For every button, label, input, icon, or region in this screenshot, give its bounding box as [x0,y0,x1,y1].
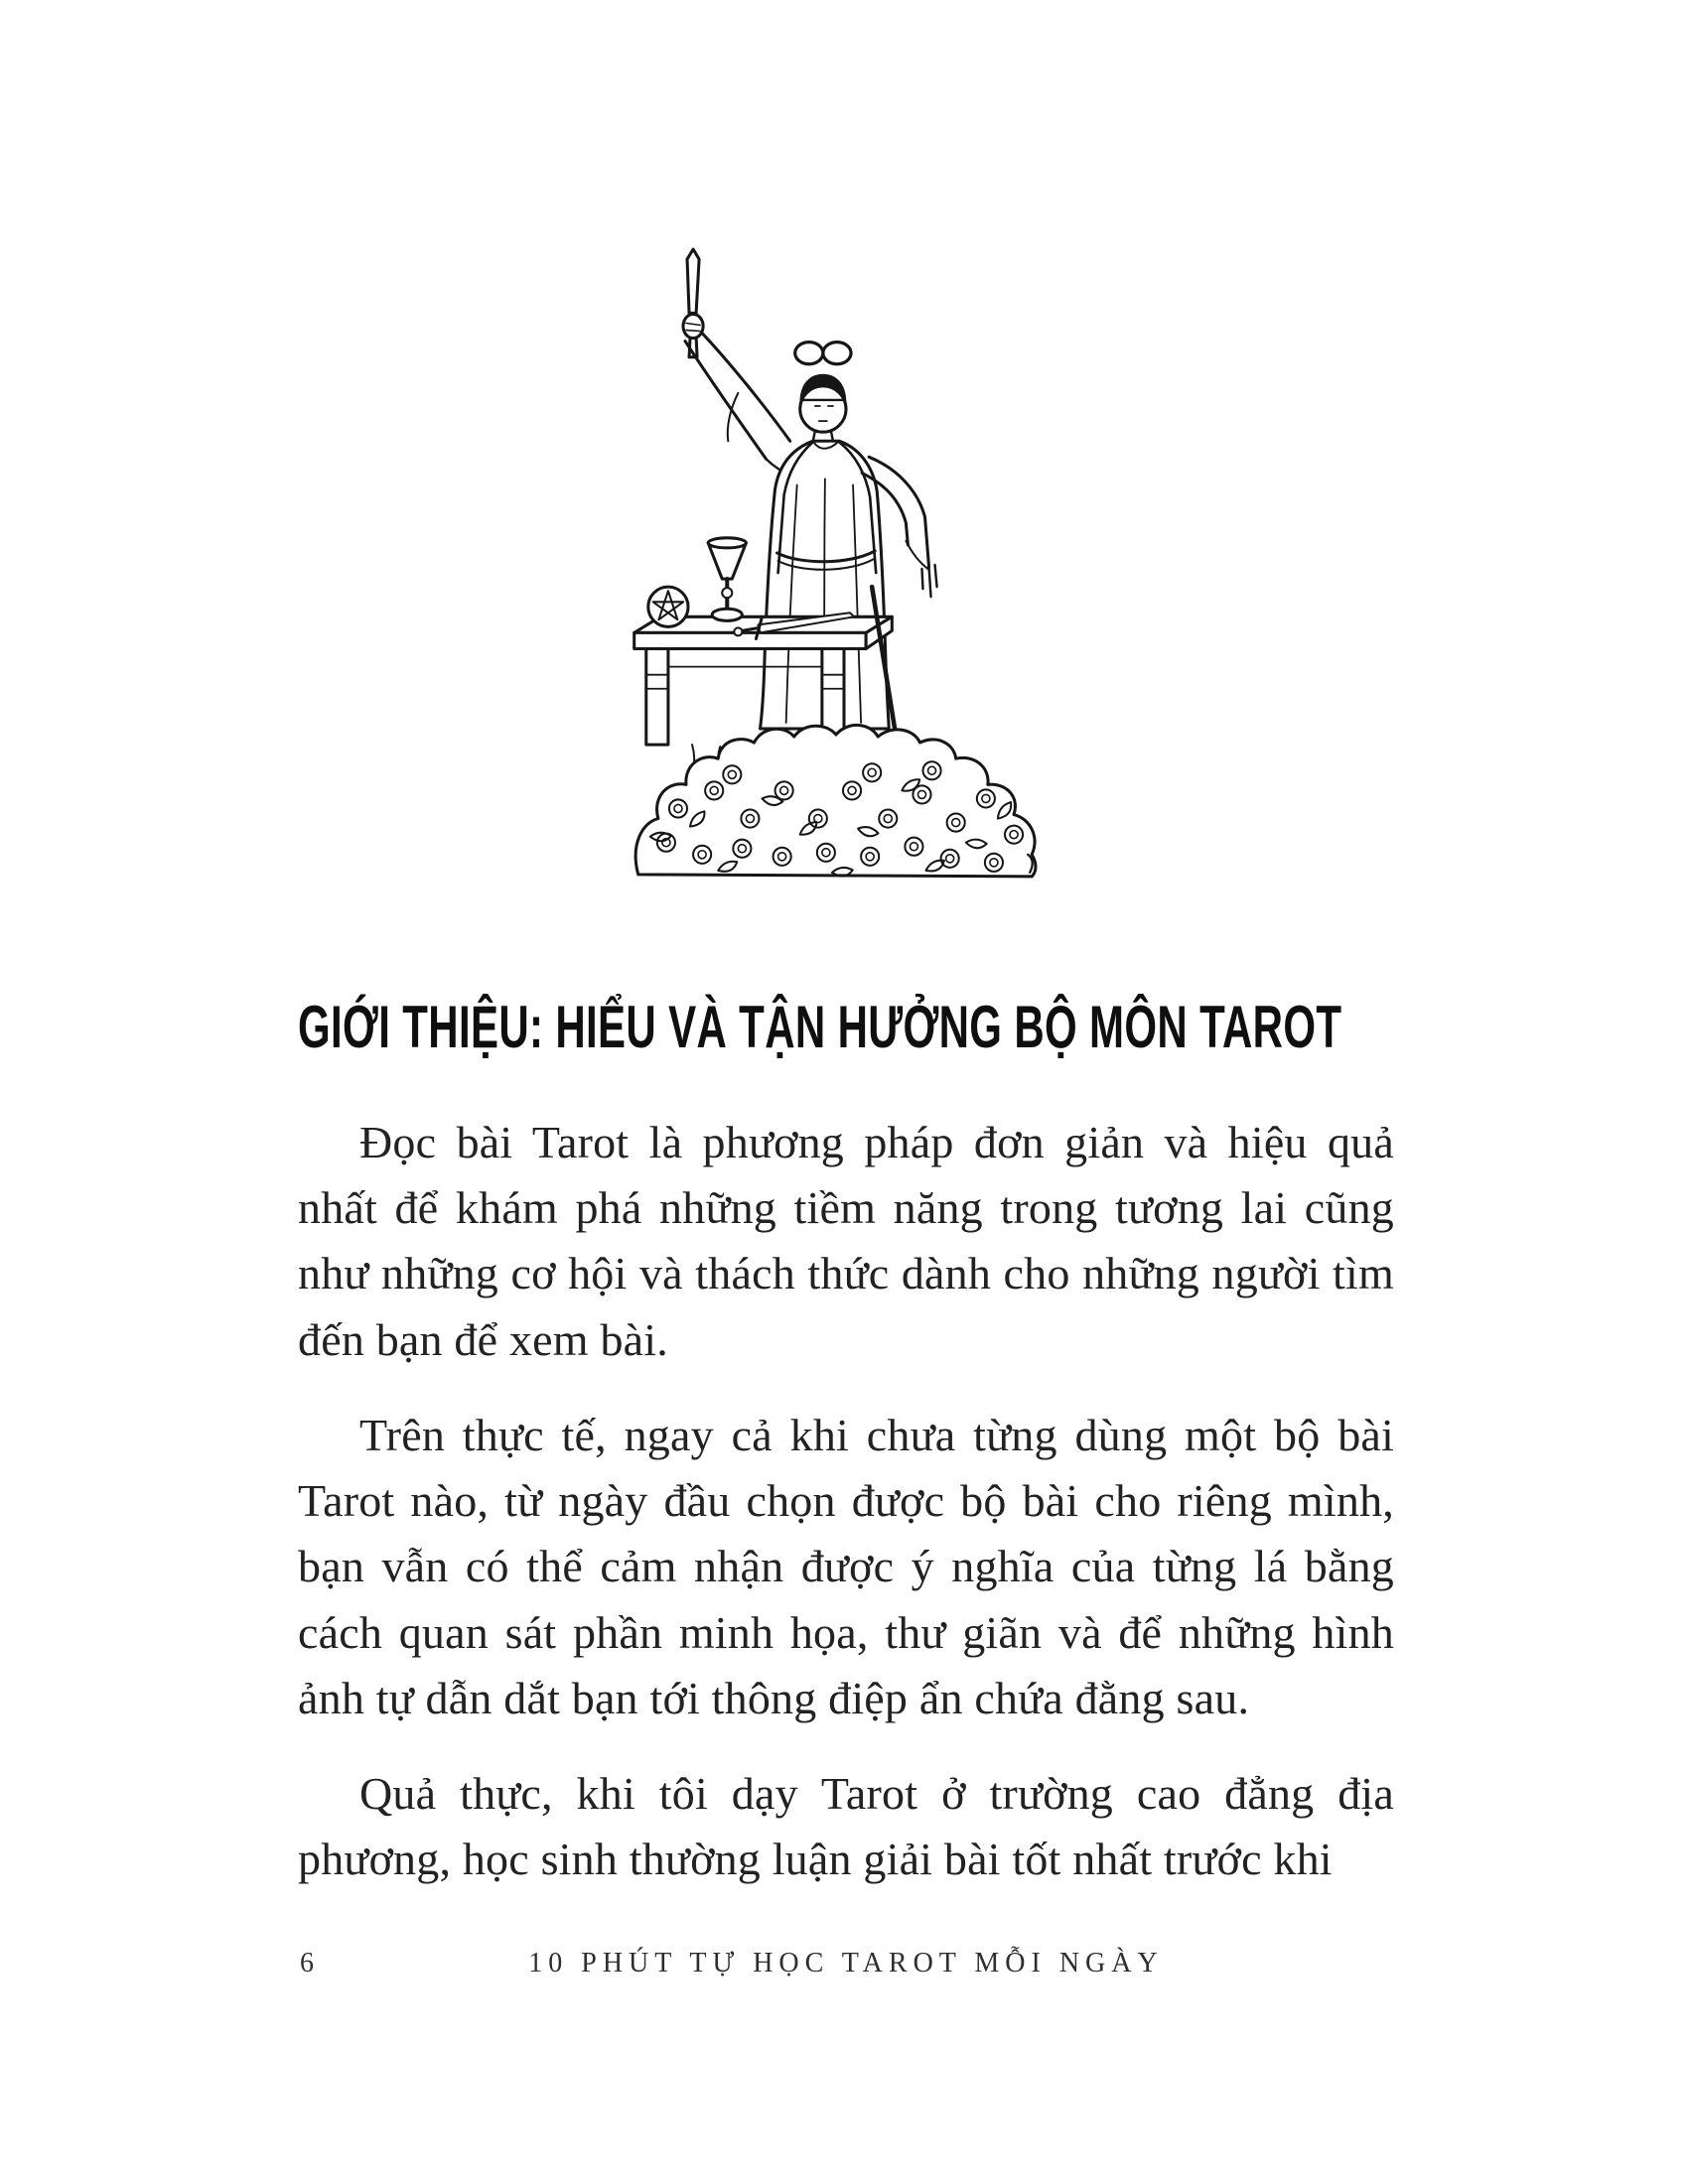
infinity-icon [795,342,851,364]
chapter-heading-text: GIỚI THIỆU: HIỂU VÀ TẬN HƯỞNG BỘ MÔN TAROT [298,994,1342,1060]
body-paragraph-3: Quả thực, khi tôi dạy Tarot ở trường cao đẳng địa phương, học sinh thường luận giải bài tốt nhất trước khi [298,1768,1394,1885]
running-title: 10 PHÚT TỰ HỌC TAROT MỖI NGÀY [528,1948,1164,1979]
page-footer [298,1948,1394,1979]
pentacle-icon [648,587,688,626]
body-paragraph-2: Trên thực tế, ngay cả khi chưa từng dùng một bộ bài Tarot nào, từ ngày đầu chọn được bộ bài cho riêng mình, bạn vẫn có thể cảm nhận được ý nghĩa của từng lá bằng cách quan sát phần minh họa, thư giãn và để những hình ảnh tự dẫn dắt bạn tới thông điệp ẩn chứa đằng sau. [298,1409,1394,1723]
magician-illustration-svg [626,243,1062,890]
chapter-heading [298,993,1394,1070]
raised-arm [685,334,794,478]
page-number: 6 [300,1948,314,1979]
page-content [298,993,1394,1923]
magician-head [799,374,846,441]
flower-foliage [635,725,1036,878]
body-paragraph-1: Đọc bài Tarot là phương pháp đơn giản và hiệu quả nhất để khám phá những tiềm năng trong tương lai cũng như những cơ hội và thách thức dành cho những người tìm đến bạn để xem bài. [298,1117,1394,1365]
chalice-icon [708,538,746,621]
magician-illustration [626,243,1062,890]
